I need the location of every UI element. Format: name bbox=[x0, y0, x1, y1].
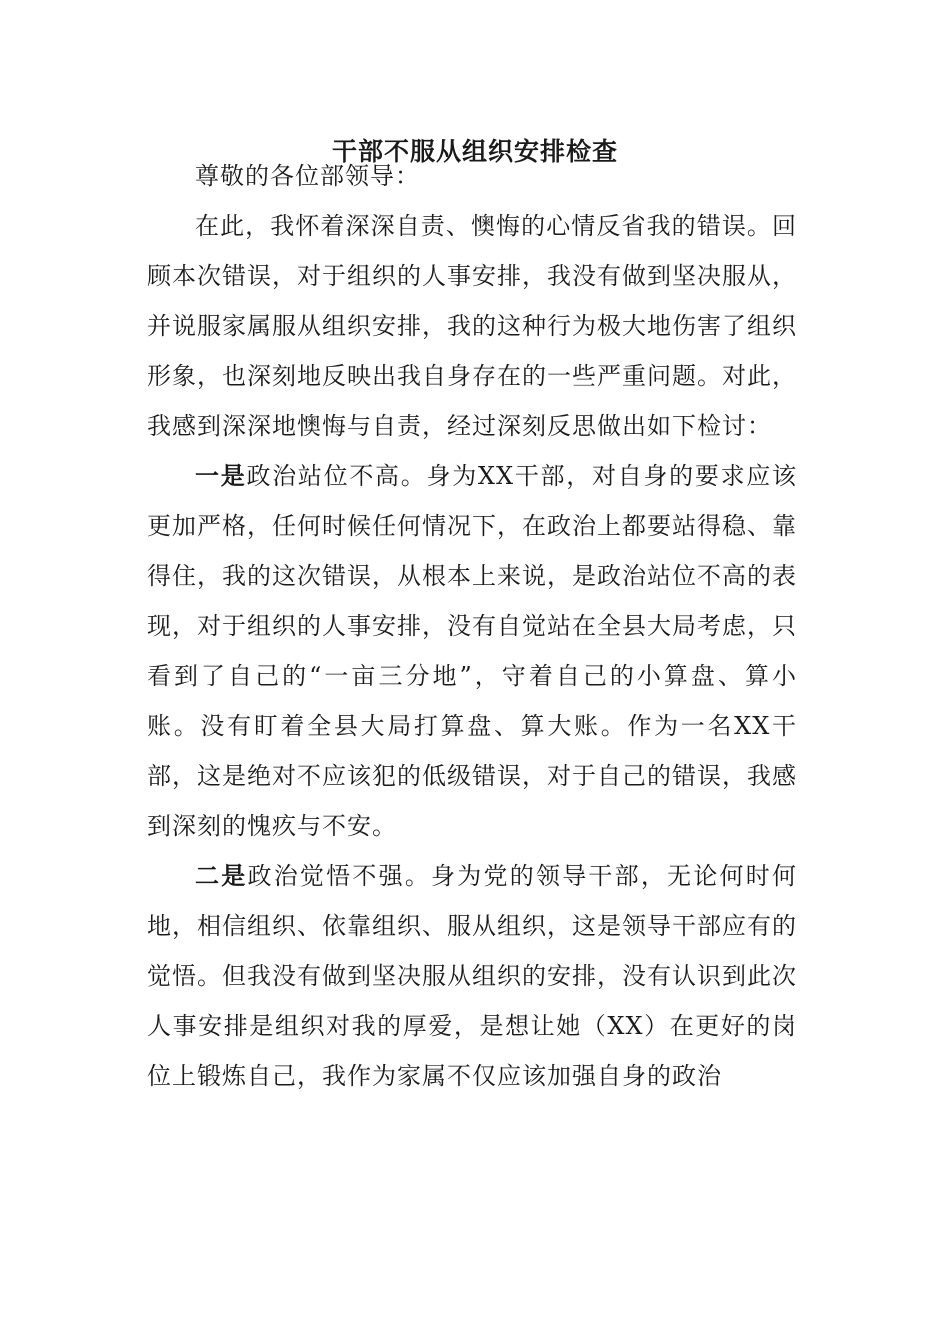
paragraph-intro bbox=[147, 201, 797, 451]
paragraph-lead: 二是 bbox=[195, 861, 248, 890]
document-title: 干部不服从组织安排检查 bbox=[331, 137, 618, 166]
document-body bbox=[147, 151, 797, 1101]
paragraph-text: 政治站位不高。身为XX干部，对自身的要求应该更加严格，任何时候任何情况下，在政治上都要站得稳、靠得住，我的这次错误，从根本上来说，是政治站位不高的表现，对于组织的人事安排，没有自觉站在全县大局考虑，只看到了自己的“一亩三分地”，守着自己的小算盘、算小账。没有盯着全县大局打算盘、算大账。作为一名XX干部，这是绝对不应该犯的低级错误，对于自己的错误，我感到深刻的愧疚与不安。 bbox=[147, 462, 798, 840]
salutation: 尊敬的各位部领导： bbox=[195, 162, 420, 190]
paragraph-lead: 一是 bbox=[195, 461, 247, 490]
paragraph-text: 政治觉悟不强。身为党的领导干部，无论何时何地，相信组织、依靠组织、服从组织，这是领导干部应有的觉悟。但我没有做到坚决服从组织的安排，没有认识到此次人事安排是组织对我的厚爱，是想让她（XX）在更好的岗位上锻炼自己，我作为家属不仅应该加强自身的政治 bbox=[147, 862, 798, 1090]
paragraph-text: 在此，我怀着深深自责、懊悔的心情反省我的错误。回顾本次错误，对于组织的人事安排，我没有做到坚决服从，并说服家属服从组织安排，我的这种行为极大地伤害了组织形象，也深刻地反映出我自身存在的一些严重问题。对此，我感到深深地懊悔与自责，经过深刻反思做出如下检讨： bbox=[147, 212, 797, 440]
paragraph-point-one bbox=[147, 451, 797, 851]
paragraph-point-two bbox=[147, 851, 797, 1101]
